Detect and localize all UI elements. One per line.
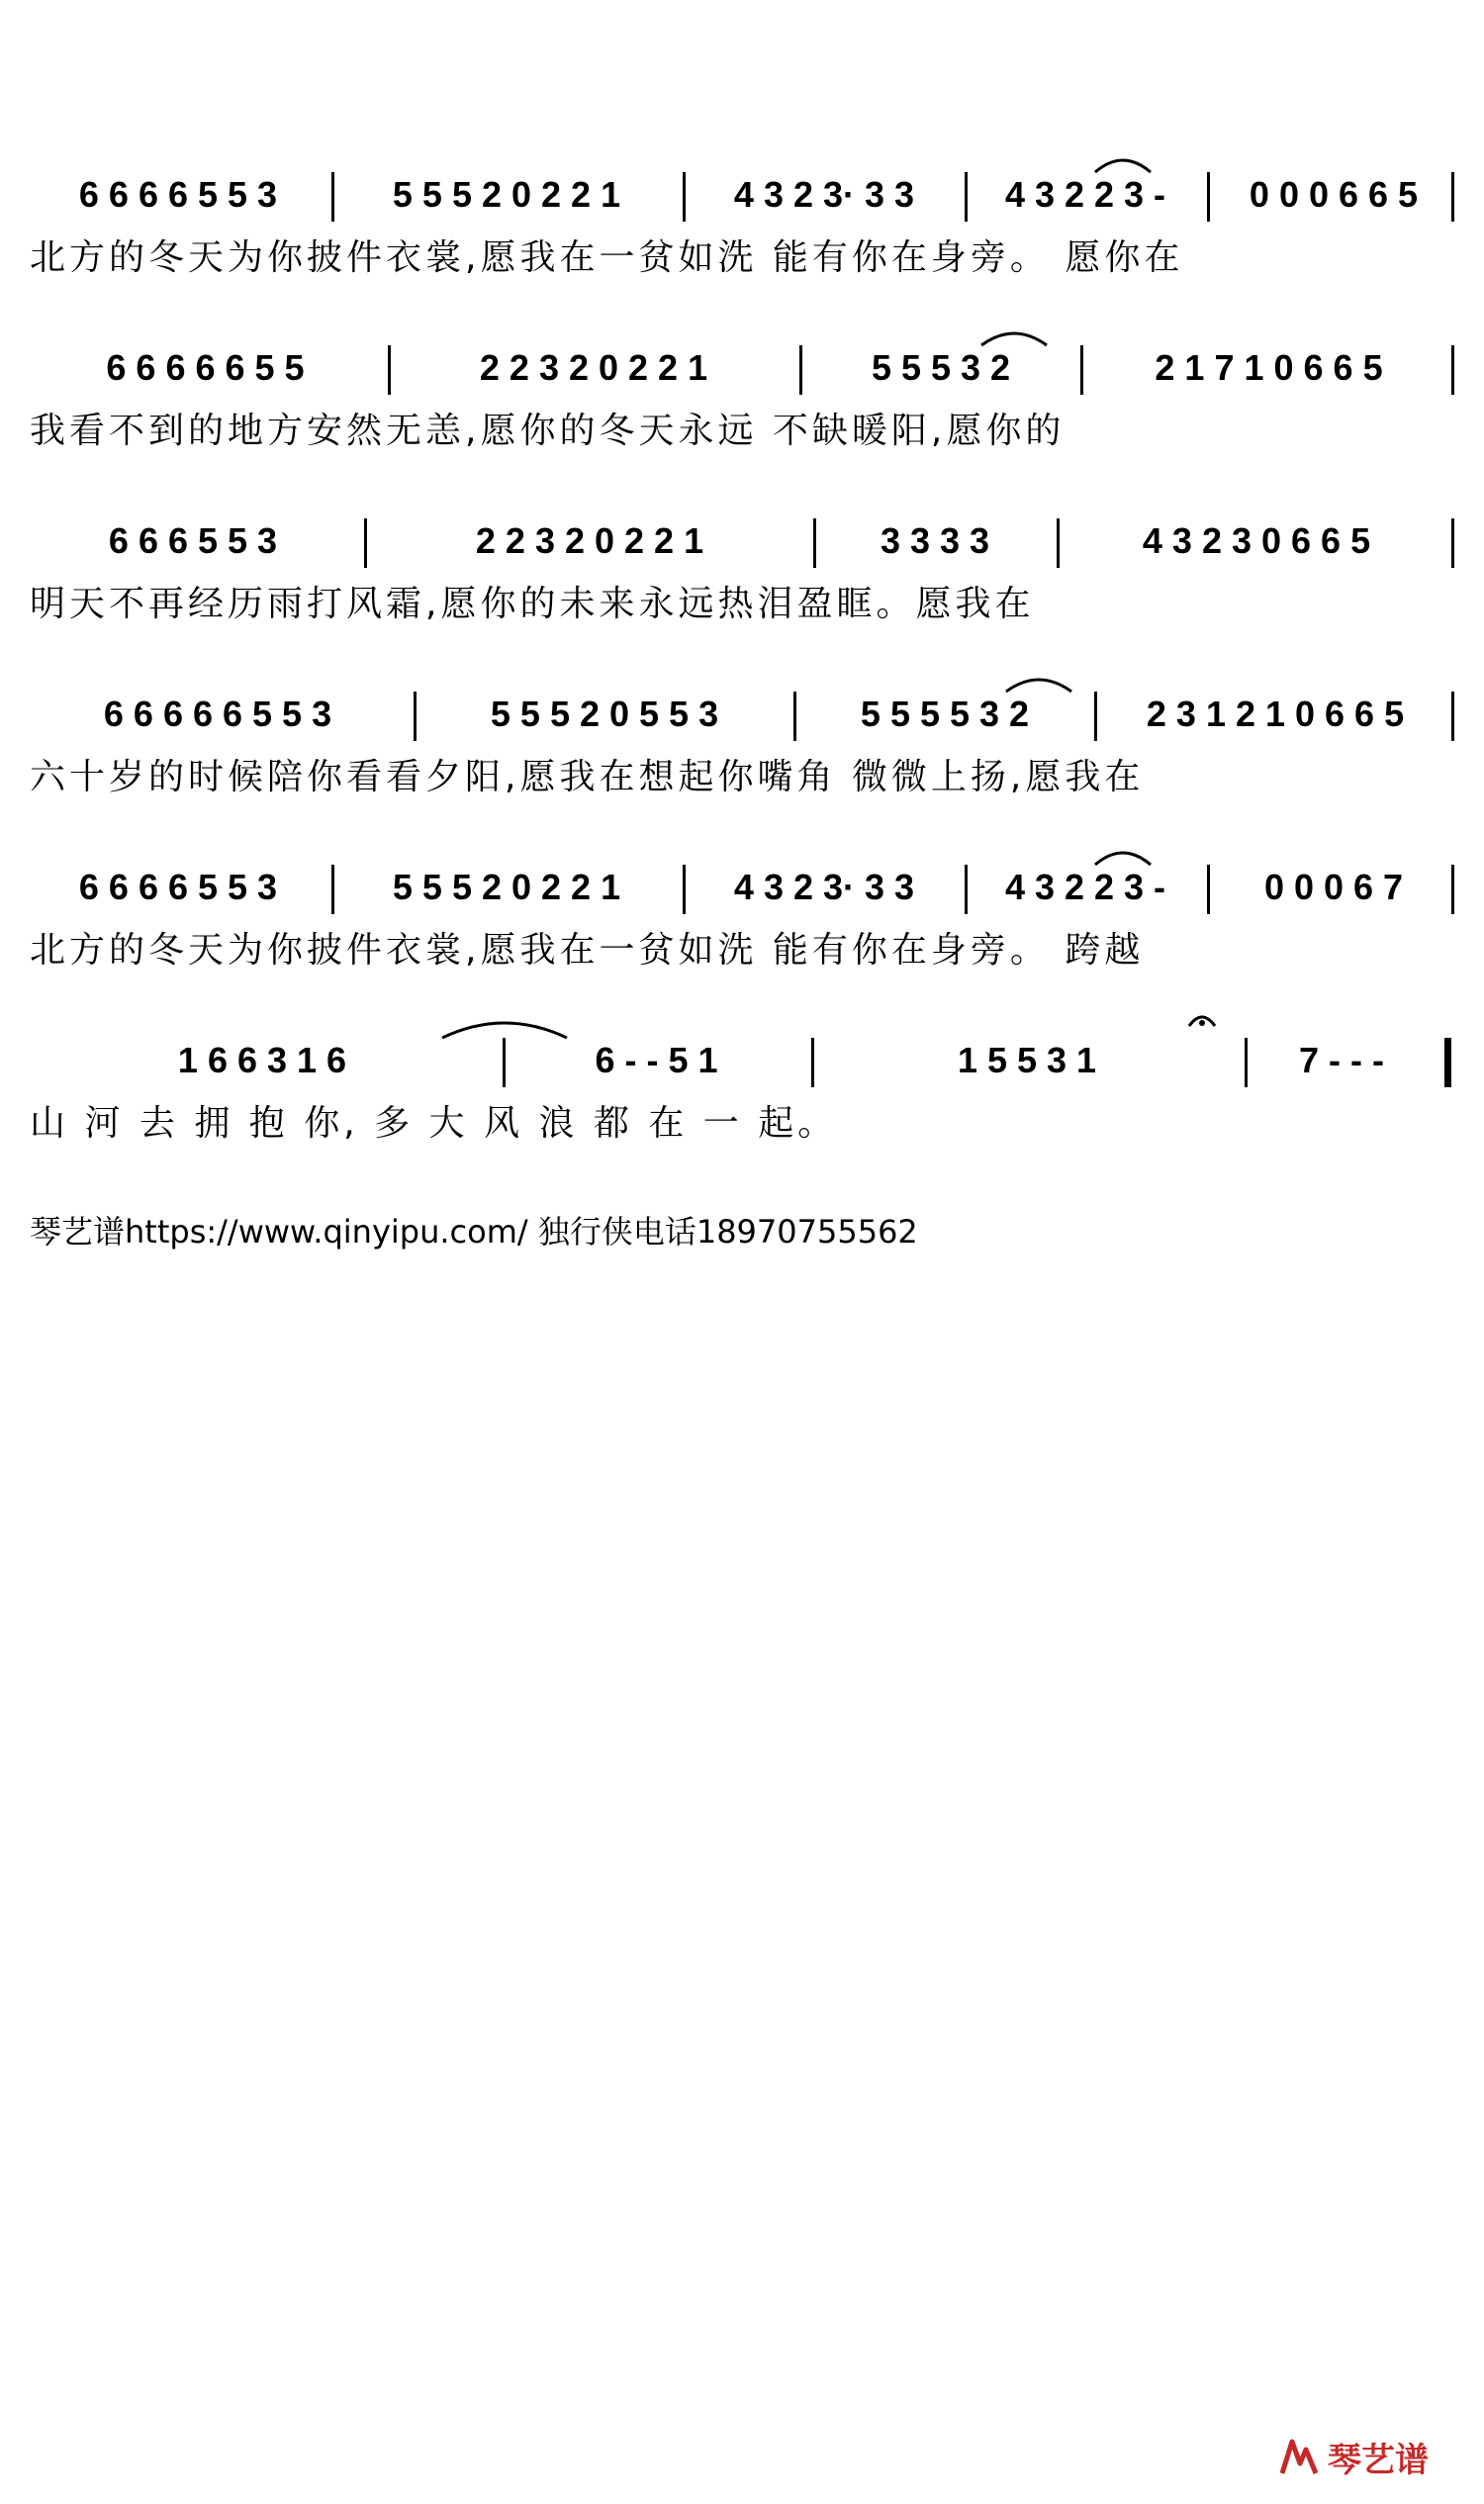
bar-line	[1451, 518, 1454, 568]
bar-line	[1080, 345, 1083, 395]
measure: 0 0 0 6 6 5	[1249, 174, 1419, 215]
bar-line	[683, 865, 686, 914]
bar-line	[503, 1038, 506, 1087]
notation-line	[30, 688, 1454, 747]
measure: 5 5 5 5 3 2	[860, 694, 1030, 734]
bar-line	[388, 345, 391, 395]
measure: 0 0 0 6 7	[1263, 867, 1404, 907]
bar-line	[331, 865, 334, 914]
notation-line	[30, 514, 1454, 574]
bar-line	[331, 172, 334, 222]
bar-line	[364, 518, 367, 568]
bar-line	[414, 692, 417, 741]
lyrics-line: 山 河 去 拥 抱 你, 多 大 风 浪 都 在 一 起。	[30, 1103, 838, 1144]
measure: 5 5 5 3 2	[871, 347, 1011, 388]
bar-line	[1451, 692, 1454, 741]
bar-line	[1057, 518, 1060, 568]
footer-watermark-text: 琴艺谱https://www.qinyipu.com/ 独行侠电话18970755562	[30, 1213, 918, 1251]
measure: 1 5 5 3 1	[957, 1040, 1097, 1080]
bar-line	[811, 1038, 814, 1087]
measure: 6 6 6 6 5 5 3	[78, 174, 278, 215]
bar-line	[1207, 172, 1210, 222]
measure: 4 3 2 3· 3 3	[733, 174, 915, 215]
lyrics-line: 北方的冬天为你披件衣裳,愿我在一贫如洗 能有你在身旁。 跨越	[30, 930, 1145, 971]
measure: 2 3 1 2 1 0 6 6 5	[1146, 694, 1405, 734]
final-bar-line	[1444, 1038, 1451, 1087]
qinyipu-logo	[1276, 2429, 1454, 2484]
notation-line	[30, 341, 1454, 401]
bar-line	[799, 345, 802, 395]
notation-line	[30, 1034, 1454, 1093]
bar-line	[1094, 692, 1097, 741]
lyrics-line: 六十岁的时候陪你看看夕阳,愿我在想起你嘴角 微微上扬,愿我在	[30, 757, 1145, 797]
measure: 6 - - 5 1	[595, 1040, 718, 1080]
bar-line	[1207, 865, 1210, 914]
measure: 3 3 3 3	[880, 520, 990, 561]
logo-text: 琴艺谱	[1328, 2440, 1429, 2480]
measure: 5 5 5 2 0 5 5 3	[490, 694, 719, 734]
measure: 6 6 6 6 6 5 5 3	[103, 694, 332, 734]
measure: 6 6 6 5 5 3	[108, 520, 278, 561]
bar-line	[1451, 172, 1454, 222]
lyrics-line: 我看不到的地方安然无恙,愿你的冬天永远 不缺暖阳,愿你的	[30, 411, 1066, 451]
bar-line	[793, 692, 796, 741]
bar-line	[683, 172, 686, 222]
measure: 6 6 6 6 5 5 3	[78, 867, 278, 907]
bar-line	[965, 865, 968, 914]
notation-line	[30, 861, 1454, 920]
measure: 2 2 3 2 0 2 2 1	[479, 347, 708, 388]
slur-arc	[1093, 847, 1153, 867]
bar-line	[1451, 865, 1454, 914]
measure: 4 3 2 3 0 6 6 5	[1142, 520, 1371, 561]
measure: 6 6 6 6 6 5 5	[106, 347, 305, 388]
measure: 2 2 3 2 0 2 2 1	[475, 520, 704, 561]
measure: 2 1 7 1 0 6 6 5	[1155, 347, 1383, 388]
bar-line	[1245, 1038, 1248, 1087]
measure: 7 - - -	[1299, 1040, 1384, 1080]
bar-line	[965, 172, 968, 222]
measure: 5 5 5 2 0 2 2 1	[392, 174, 621, 215]
bar-line	[813, 518, 816, 568]
measure: 1 6 6 3 1 6	[177, 1040, 347, 1080]
measure: 4 3 2 2 3 -	[1004, 174, 1166, 215]
measure: 5 5 5 2 0 2 2 1	[392, 867, 621, 907]
logo-icon	[1276, 2434, 1322, 2479]
slur-arc	[1004, 674, 1073, 694]
lyrics-line: 北方的冬天为你披件衣裳,愿我在一贫如洗 能有你在身旁。 愿你在	[30, 237, 1184, 278]
measure: 4 3 2 3· 3 3	[733, 867, 915, 907]
measure: 4 3 2 2 3 -	[1004, 867, 1166, 907]
tie-arc	[440, 1016, 569, 1040]
lyrics-line: 明天不再经历雨打风霜,愿你的未来永远热泪盈眶。愿我在	[30, 584, 1035, 624]
slur-arc	[1093, 154, 1153, 174]
slur-arc	[979, 327, 1049, 347]
notation-line	[30, 168, 1454, 228]
bar-line	[1451, 345, 1454, 395]
fermata-icon	[1187, 1008, 1217, 1028]
